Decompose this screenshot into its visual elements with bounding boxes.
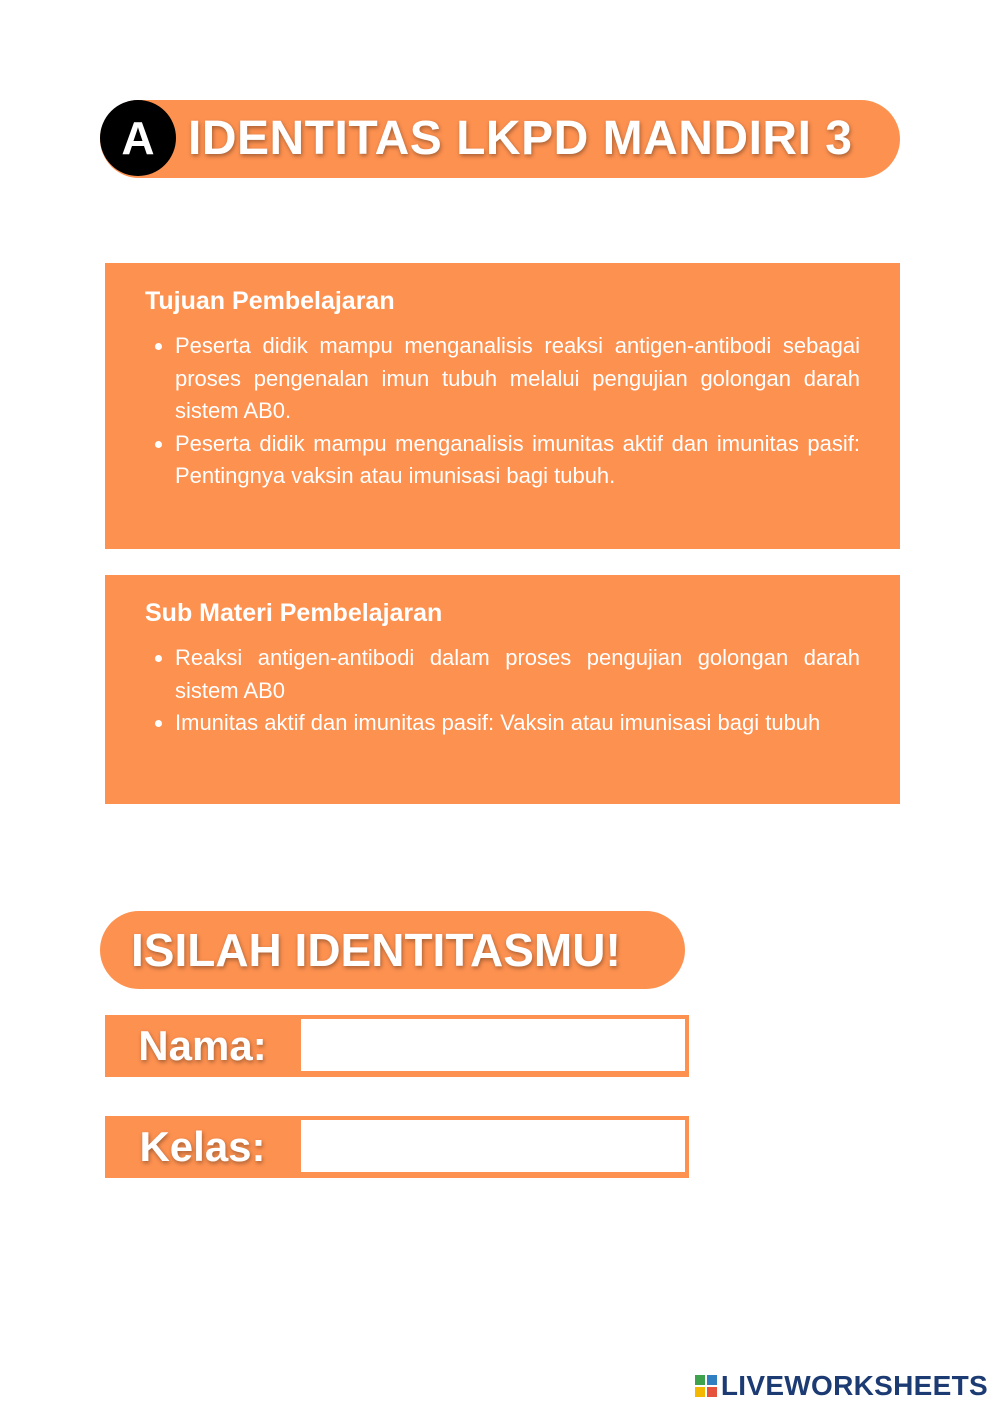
- name-field[interactable]: [301, 1019, 685, 1071]
- name-label: Nama:: [138, 1022, 267, 1069]
- logo-icon: [695, 1375, 717, 1397]
- identity-heading: ISILAH IDENTITASMU!: [100, 911, 685, 989]
- section-badge: A: [100, 100, 176, 176]
- liveworksheets-logo: [695, 1370, 988, 1402]
- class-row: [105, 1116, 689, 1178]
- class-field[interactable]: [301, 1120, 685, 1172]
- list-item: • Peserta didik mampu menganalisis reaksi antigen-antibodi sebagai proses pengenalan imun tubuh melalui pengujian golongan darah sistem AB0.: [175, 330, 860, 428]
- logo-text: LIVEWORKSHEETS: [720, 1370, 988, 1401]
- page-title: IDENTITAS LKPD MANDIRI 3: [188, 112, 853, 165]
- sub-material-title: Sub Materi Pembelajaran: [145, 599, 443, 627]
- sub-material-box: [105, 575, 900, 804]
- learning-objectives-list: [145, 330, 860, 493]
- class-label: Kelas:: [139, 1123, 266, 1170]
- list-item: • Imunitas aktif dan imunitas pasif: Vaksin atau imunisasi bagi tubuh: [175, 707, 860, 740]
- learning-objectives-title: Tujuan Pembelajaran: [145, 287, 395, 315]
- sub-material-list: [145, 642, 860, 740]
- learning-objectives-box: [105, 263, 900, 549]
- list-item: • Reaksi antigen-antibodi dalam proses pengujian golongan darah sistem AB0: [175, 642, 860, 707]
- name-row: [105, 1015, 689, 1077]
- list-item: • Peserta didik mampu menganalisis imunitas aktif dan imunitas pasif: Pentingnya vaksin atau imunisasi bagi tubuh.: [175, 428, 860, 493]
